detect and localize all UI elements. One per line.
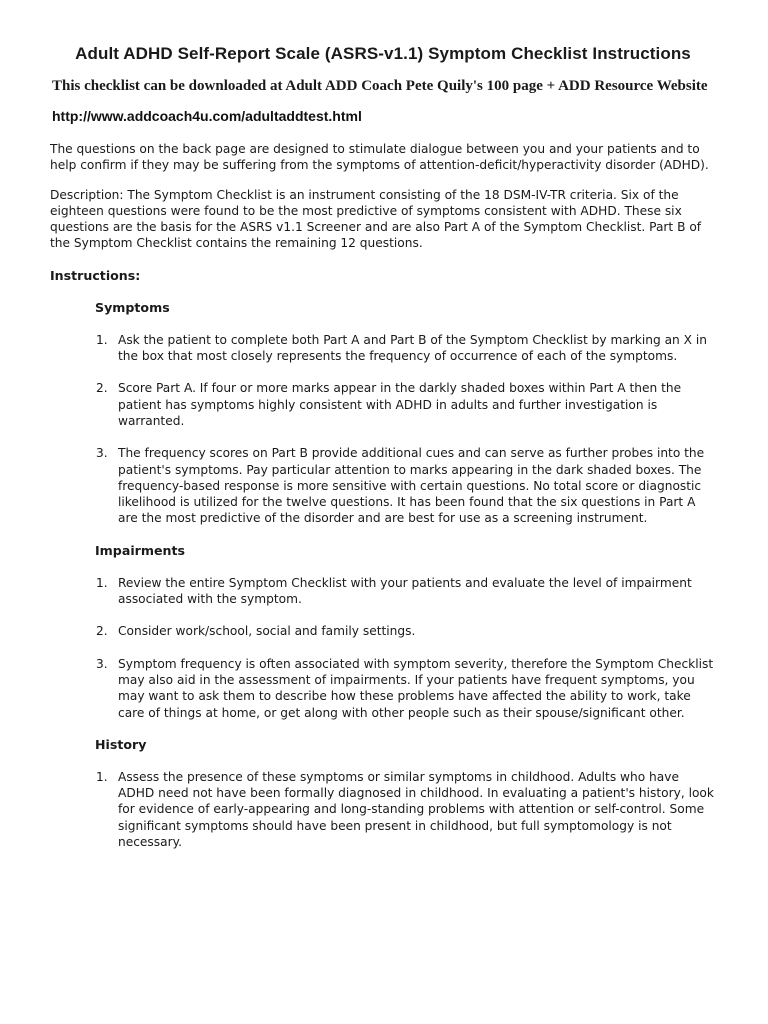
item-number: 2. — [96, 624, 108, 639]
item-text: Ask the patient to complete both Part A and Part B of the Symptom Checklist by marking an X in the box that most closely represents the frequency of occurrence of each of the symptoms. — [118, 332, 707, 364]
item-number: 1. — [96, 575, 108, 590]
intro-paragraph: The questions on the back page are designed to stimulate dialogue between you and your patients and to help confirm if they may be suffering from the symptoms of attention-deficit/hyperactivity disorder (ADHD). — [50, 142, 709, 173]
impairments-heading: Impairments — [95, 542, 185, 558]
item-text: Assess the presence of these symptoms or similar symptoms in childhood. Adults who have ADHD need not have been formally diagnosed in childhood. In evaluating a patient's history, look for evidence of early-appearing and long-standing problems with attention or self-control. Some significant symptoms should have been present in childhood, but full symptomology is not necessary. — [118, 769, 714, 850]
item-text: Review the entire Symptom Checklist with your patients and evaluate the level of impairment associated with the symptom. — [118, 575, 692, 607]
history-list — [50, 769, 716, 850]
list-item — [50, 623, 716, 639]
list-item — [50, 380, 716, 429]
item-text: Consider work/school, social and family settings. — [118, 624, 416, 639]
item-text: Symptom frequency is often associated with symptom severity, therefore the Symptom Checklist may also aid in the assessment of impairments. If your patients have frequent symptoms, you may want to ask them to describe how these problems have affected the ability to work, take care of things at home, or get along with other people such as their spouse/significant other. — [118, 656, 714, 720]
item-number: 1. — [96, 769, 108, 784]
item-text: The frequency scores on Part B provide additional cues and can serve as further probes into the patient's symptoms. Pay particular attention to marks appearing in the dark shaded boxes. The frequency-based response is more sensitive with certain questions. No total score or diagnostic likelihood is utilized for the twelve questions. It has been found that the six questions in Part A are the most predictive of the disorder and are best for use as a screening instrument. — [118, 446, 705, 526]
download-note: This checklist can be downloaded at Adult ADD Coach Pete Quily's 100 page + ADD Resource Website — [52, 78, 708, 94]
list-item — [50, 656, 716, 721]
item-number: 1. — [96, 332, 108, 347]
impairments-list — [50, 575, 716, 721]
page-title: Adult ADHD Self-Report Scale (ASRS-v1.1) Symptom Checklist Instructions — [75, 44, 691, 63]
symptoms-list — [50, 332, 716, 527]
history-heading: History — [95, 736, 147, 752]
item-number: 3. — [96, 656, 108, 671]
description-paragraph: Description: The Symptom Checklist is an instrument consisting of the 18 DSM-IV-TR criteria. Six of the eighteen questions were found to be the most predictive of symptoms consistent with ADHD. These six questions are the basis for the ASRS v1.1 Screener and are also Part A of the Symptom Checklist. Part B of the Symptom Checklist contains the remaining 12 questions. — [50, 187, 702, 251]
item-text: Score Part A. If four or more marks appear in the darkly shaded boxes within Part A then the patient has symptoms highly consistent with ADHD in adults and further investigation is warranted. — [118, 381, 682, 428]
symptoms-heading: Symptoms — [95, 299, 170, 315]
list-item — [50, 575, 716, 608]
list-item — [50, 332, 716, 365]
list-item — [50, 769, 716, 850]
list-item — [50, 445, 716, 526]
item-number: 2. — [96, 381, 108, 396]
resource-url: http://www.addcoach4u.com/adultaddtest.html — [52, 108, 362, 124]
instructions-heading: Instructions: — [50, 267, 141, 283]
item-number: 3. — [96, 446, 108, 461]
